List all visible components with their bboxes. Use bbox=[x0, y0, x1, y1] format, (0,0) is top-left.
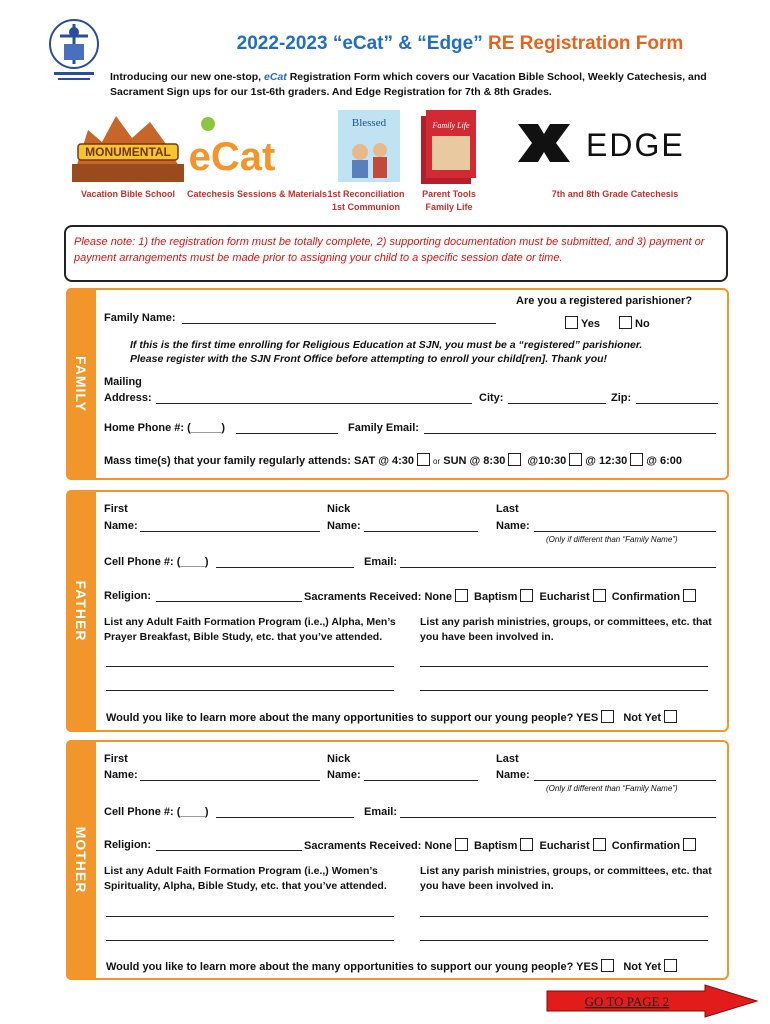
father-first-label: First bbox=[104, 503, 128, 515]
registered-question: Are you a registered parishioner? bbox=[516, 295, 693, 307]
caption-edge: 7th and 8th Grade Catechesis bbox=[551, 189, 679, 199]
father-confirmation-checkbox[interactable] bbox=[683, 589, 696, 602]
father-adult-faith-prompt: List any Adult Faith Formation Program (i.e.,) Alpha, Men’s Prayer Breakfast, Bible Study, etc. that you’ve attended. bbox=[104, 616, 396, 643]
father-section bbox=[66, 490, 729, 732]
city-label: City: bbox=[479, 392, 504, 404]
registered-yes-checkbox[interactable] bbox=[565, 316, 578, 329]
caption-vbs: Vacation Bible School bbox=[80, 189, 176, 199]
father-nick-name-field[interactable] bbox=[364, 531, 478, 532]
registered-no-checkbox[interactable] bbox=[619, 316, 632, 329]
mother-baptism-checkbox[interactable] bbox=[520, 838, 533, 851]
father-baptism-checkbox[interactable] bbox=[520, 589, 533, 602]
father-first-name-label: Name: bbox=[104, 520, 138, 532]
mother-first-name-field[interactable] bbox=[140, 780, 320, 781]
father-eucharist-label: Eucharist bbox=[539, 591, 590, 603]
mass-sun-830-label: SUN @ 8:30 bbox=[443, 455, 506, 467]
mother-sacraments-label: Sacraments Received: None bbox=[304, 840, 452, 852]
father-eucharist-checkbox[interactable] bbox=[593, 589, 606, 602]
mother-last-name-field[interactable] bbox=[534, 780, 716, 781]
mother-cell-label: Cell Phone #: (____) bbox=[104, 806, 209, 818]
father-adult-faith-line-1[interactable] bbox=[106, 666, 394, 667]
go-to-page-2-label: GO TO PAGE 2 bbox=[584, 994, 670, 1009]
mother-support-no-checkbox[interactable] bbox=[664, 959, 677, 972]
blessed-book-cover bbox=[338, 110, 400, 182]
father-support-row bbox=[106, 710, 680, 726]
first-time-notice bbox=[130, 338, 642, 366]
father-only-if-note: (Only if different than “Family Name”) bbox=[546, 535, 678, 544]
mother-ministries-line-2[interactable] bbox=[420, 940, 708, 941]
registered-yes-label: Yes bbox=[581, 318, 600, 330]
mass-1030-checkbox[interactable] bbox=[569, 453, 582, 466]
father-adult-faith-line-2[interactable] bbox=[106, 690, 394, 691]
father-ministries-line-1[interactable] bbox=[420, 666, 708, 667]
family-name-field[interactable] bbox=[182, 323, 496, 324]
mother-only-if-note: (Only if different than “Family Name”) bbox=[546, 784, 678, 793]
caption-communion: 1st Communion bbox=[331, 202, 400, 212]
ecat-logo-text: eCat bbox=[188, 135, 276, 179]
mother-nick-label: Nick bbox=[327, 753, 351, 765]
edge-logo-text: EDGE bbox=[586, 127, 685, 163]
father-religion-label: Religion: bbox=[104, 590, 152, 602]
city-field[interactable] bbox=[508, 403, 606, 404]
father-support-yes-checkbox[interactable] bbox=[601, 710, 614, 723]
mother-tab-label: MOTHER bbox=[73, 826, 89, 894]
mother-nick-name-label: Name: bbox=[327, 769, 361, 781]
monumental-logo-text: MONUMENTAL bbox=[85, 145, 171, 159]
father-religion-field[interactable] bbox=[156, 601, 302, 602]
father-support-yes-label: YES bbox=[576, 712, 599, 724]
mother-support-no-label: Not Yet bbox=[623, 961, 662, 973]
ecat-logo bbox=[188, 108, 276, 182]
father-nick-name-label: Name: bbox=[327, 520, 361, 532]
father-cell-field[interactable] bbox=[216, 567, 354, 568]
mass-1030-label: @10:30 bbox=[527, 455, 567, 467]
father-confirmation-label: Confirmation bbox=[611, 591, 681, 603]
address-label: Address: bbox=[104, 392, 152, 404]
title-suffix: RE Registration Form bbox=[482, 33, 684, 54]
father-tab-label: FATHER bbox=[73, 580, 89, 642]
father-ministries-prompt: List any parish ministries, groups, or committees, etc. that you have been involved in. bbox=[420, 616, 712, 643]
caption-parent-tools-line1: Parent Tools bbox=[422, 189, 476, 199]
father-email-field[interactable] bbox=[400, 567, 716, 568]
edge-logo bbox=[514, 118, 694, 168]
mother-confirmation-checkbox[interactable] bbox=[683, 838, 696, 851]
home-phone-label: Home Phone #: (_____) bbox=[104, 422, 226, 434]
family-life-book-text: Family Life bbox=[432, 121, 470, 130]
mother-support-row bbox=[106, 959, 680, 975]
family-tab-label: FAMILY bbox=[73, 355, 89, 413]
registered-yes-option[interactable] bbox=[562, 316, 600, 332]
home-phone-field[interactable] bbox=[236, 433, 338, 434]
caption-catechesis: Catechesis Sessions & Materials bbox=[186, 189, 328, 199]
registered-no-option[interactable] bbox=[616, 316, 650, 332]
father-email-label: Email: bbox=[364, 556, 398, 568]
monumental-vbs-logo bbox=[72, 108, 184, 182]
mother-nick-name-field[interactable] bbox=[364, 780, 478, 781]
father-nick-label: Nick bbox=[327, 503, 351, 515]
father-support-question: Would you like to learn more about the many opportunities to support our young people? bbox=[106, 712, 574, 724]
mother-baptism-label: Baptism bbox=[474, 840, 518, 852]
family-email-label: Family Email: bbox=[348, 422, 419, 434]
registered-no-label: No bbox=[635, 318, 650, 330]
mother-support-yes-checkbox[interactable] bbox=[601, 959, 614, 972]
father-baptism-label: Baptism bbox=[474, 591, 518, 603]
father-support-no-checkbox[interactable] bbox=[664, 710, 677, 723]
caption-reconciliation: 1st Reconciliation bbox=[327, 189, 405, 199]
intro-text bbox=[110, 70, 730, 100]
mother-email-field[interactable] bbox=[400, 817, 716, 818]
go-to-page-2-button[interactable] bbox=[545, 984, 760, 1018]
mother-ministries-line-1[interactable] bbox=[420, 916, 708, 917]
mother-religion-label: Religion: bbox=[104, 839, 152, 851]
mass-1230-label: @ 12:30 bbox=[585, 455, 628, 467]
father-ministries-line-2[interactable] bbox=[420, 690, 708, 691]
mother-first-label: First bbox=[104, 753, 128, 765]
intro-ecat: eCat bbox=[264, 71, 287, 83]
blessed-book-text: Blessed bbox=[351, 117, 387, 129]
mother-cell-field[interactable] bbox=[216, 817, 354, 818]
family-tab bbox=[66, 288, 96, 480]
mailing-label: Mailing bbox=[104, 376, 142, 388]
father-support-no-label: Not Yet bbox=[623, 712, 662, 724]
mass-sat-430-checkbox[interactable] bbox=[417, 453, 430, 466]
father-sacraments-label: Sacraments Received: None bbox=[304, 591, 452, 603]
mother-support-yes-label: YES bbox=[576, 961, 599, 973]
father-none-checkbox[interactable] bbox=[455, 589, 468, 602]
caption-family-life: Family Life bbox=[425, 202, 473, 212]
father-first-name-field[interactable] bbox=[140, 531, 320, 532]
zip-field[interactable] bbox=[636, 403, 718, 404]
mother-first-name-label: Name: bbox=[104, 769, 138, 781]
mother-eucharist-label: Eucharist bbox=[539, 840, 590, 852]
mother-religion-field[interactable] bbox=[156, 850, 302, 851]
father-tab bbox=[66, 490, 96, 732]
father-last-name-label: Name: bbox=[496, 520, 530, 532]
mother-adult-faith-line-1[interactable] bbox=[106, 916, 394, 917]
first-time-line-2: Please register with the SJN Front Office before attempting to enroll your child[ren]. Thank you! bbox=[130, 353, 608, 365]
caption-parent-tools bbox=[414, 188, 484, 214]
mother-confirmation-label: Confirmation bbox=[611, 840, 681, 852]
father-last-name-field[interactable] bbox=[534, 531, 716, 532]
mother-tab bbox=[66, 740, 96, 980]
mother-last-name-label: Name: bbox=[496, 769, 530, 781]
first-time-line-1: If this is the first time enrolling for Religious Education at SJN, you must be a “registered” parishioner. bbox=[130, 339, 643, 351]
father-last-label: Last bbox=[496, 503, 519, 515]
address-field[interactable] bbox=[156, 403, 472, 404]
father-cell-label: Cell Phone #: (____) bbox=[104, 556, 209, 568]
mother-sacraments-row bbox=[304, 838, 699, 854]
mother-last-label: Last bbox=[496, 753, 519, 765]
important-note: Please note: 1) the registration form must be totally complete, 2) supporting documentation must be submitted, and 3) payment or payment arrangements must be made prior to assigning your child to a specific session date or time. bbox=[64, 225, 728, 282]
mass-600-label: @ 6:00 bbox=[646, 455, 682, 467]
form-title bbox=[0, 33, 770, 55]
mother-adult-faith-prompt: List any Adult Faith Formation Program (i.e.,) Women’s Spirituality, Alpha, Bible Study, etc. that you’ve attended. bbox=[104, 865, 387, 892]
mass-sat-label: Mass time(s) that your family regularly attends: SAT @ 4:30 bbox=[104, 455, 415, 467]
title-prefix: 2022-2023 “eCat” & “Edge” bbox=[236, 33, 483, 54]
intro-part-1: Introducing our new one-stop, bbox=[110, 71, 262, 83]
intro-part-2: Registration Form which covers our Vacation Bible School, Weekly Catechesis, and Sacrament Sign ups for our 1st-6th graders. And Edge Registration for 7th & 8th Grades. bbox=[110, 71, 707, 98]
mother-adult-faith-line-2[interactable] bbox=[106, 940, 394, 941]
mass-sun-830-checkbox[interactable] bbox=[508, 453, 521, 466]
mass-or-label: or bbox=[433, 457, 441, 466]
mother-email-label: Email: bbox=[364, 806, 398, 818]
family-email-field[interactable] bbox=[424, 433, 716, 434]
caption-sacraments bbox=[326, 188, 406, 214]
family-life-book-cover bbox=[421, 110, 476, 184]
mass-times-row bbox=[104, 453, 682, 469]
mass-1230-checkbox[interactable] bbox=[630, 453, 643, 466]
mother-support-question: Would you like to learn more about the many opportunities to support our young people? bbox=[106, 961, 574, 973]
zip-label: Zip: bbox=[611, 392, 632, 404]
mother-eucharist-checkbox[interactable] bbox=[593, 838, 606, 851]
family-name-label: Family Name: bbox=[104, 312, 176, 324]
father-sacraments-row bbox=[304, 589, 699, 605]
mother-section bbox=[66, 740, 729, 980]
mother-none-checkbox[interactable] bbox=[455, 838, 468, 851]
mother-ministries-prompt: List any parish ministries, groups, or committees, etc. that you have been involved in. bbox=[420, 865, 712, 892]
